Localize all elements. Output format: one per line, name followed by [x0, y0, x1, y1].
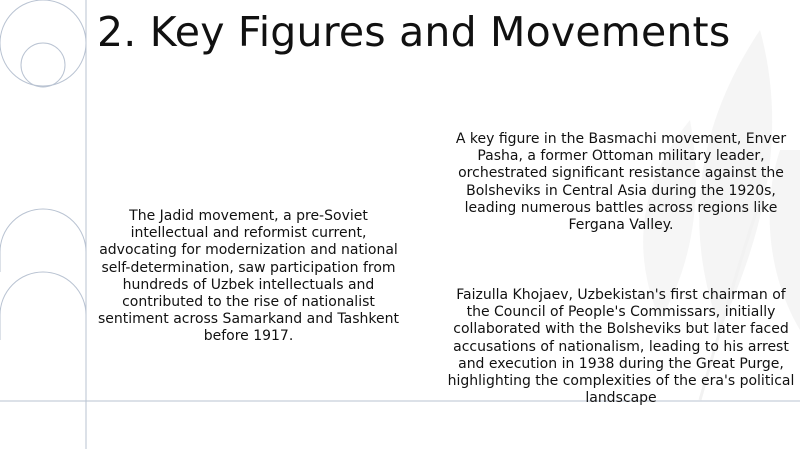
lower-arch	[0, 272, 86, 340]
inner-circle	[21, 43, 65, 87]
upper-arch	[0, 209, 86, 272]
faizulla-khojaev-paragraph: Faizulla Khojaev, Uzbekistan's first chairman of the Council of People's Commissars, initially collaborated with the Bolsheviks but later faced accusations of nationalism, leading to his arrest and execution in 1938 during the Great Purge, highlighting the complexities of the era's political landscape	[447, 287, 795, 407]
jadid-movement-paragraph: The Jadid movement, a pre-Soviet intellectual and reformist current, advocating for modernization and national self-determination, saw participation from hundreds of Uzbek intellectuals and contributed to the rise of nationalist sentiment across Samarkand and Tashkent before 1917.	[98, 208, 399, 345]
enver-pasha-paragraph: A key figure in the Basmachi movement, Enver Pasha, a former Ottoman military leader, orchestrated significant resistance against the Bolsheviks in Central Asia during the 1920s, leading numerous battles across regions like Fergana Valley.	[455, 131, 787, 234]
slide-title: 2. Key Figures and Movements	[97, 8, 731, 56]
